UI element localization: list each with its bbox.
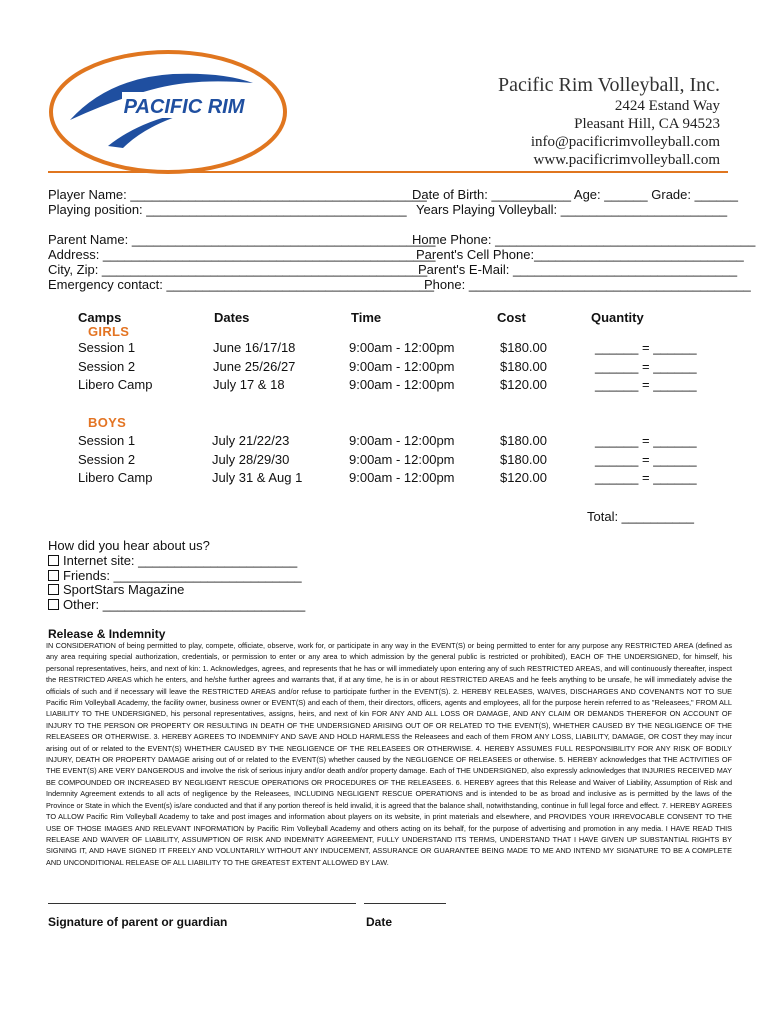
camp-time: 9:00am - 12:00pm: [349, 433, 455, 448]
header-divider: [48, 171, 728, 173]
date-line[interactable]: [364, 903, 446, 904]
camp-dates: July 17 & 18: [213, 377, 285, 392]
hear-about-question: How did you hear about us?: [48, 538, 210, 553]
camp-name: Session 2: [78, 452, 136, 467]
camp-cost: $180.00: [500, 340, 547, 355]
org-address-line2: Pleasant Hill, CA 94523: [574, 116, 720, 132]
camp-time: 9:00am - 12:00pm: [349, 377, 455, 392]
player-name-field[interactable]: Player Name: _________________________________________: [48, 187, 427, 202]
camp-cost: $180.00: [500, 452, 547, 467]
camp-dates: June 25/26/27: [213, 359, 296, 374]
camp-cost: $180.00: [500, 433, 547, 448]
quantity-field[interactable]: ______ = ______: [595, 359, 697, 374]
camp-time: 9:00am - 12:00pm: [349, 452, 455, 467]
quantity-field[interactable]: ______ = ______: [595, 377, 697, 392]
parent-name-field[interactable]: Parent Name: __________________________________________: [48, 232, 436, 247]
camp-dates: July 28/29/30: [212, 452, 290, 467]
option-internet[interactable]: [48, 553, 297, 568]
home-phone-field[interactable]: Home Phone: ____________________________________: [412, 232, 756, 247]
quantity-header: Quantity: [591, 310, 644, 325]
quantity-field[interactable]: ______ = ______: [595, 470, 697, 485]
signature-line[interactable]: [48, 903, 356, 904]
camp-name: Libero Camp: [78, 470, 153, 485]
release-title: Release & Indemnity: [48, 627, 166, 641]
date-label: Date: [366, 915, 393, 929]
quantity-field[interactable]: ______ = ______: [595, 452, 697, 467]
dates-header: Dates: [214, 310, 250, 325]
option-label: SportStars Magazine: [63, 582, 185, 597]
camp-name: Libero Camp: [78, 377, 153, 392]
camp-dates: June 16/17/18: [213, 340, 296, 355]
option-other[interactable]: [48, 597, 305, 612]
quantity-field[interactable]: ______ = ______: [595, 340, 697, 355]
camp-dates: July 31 & Aug 1: [212, 470, 303, 485]
release-body: IN CONSIDERATION of being permitted to play, compete, officiate, observe, work for, or participate in any way in the EVENT(S) or being permitted to enter for any purpose any RESTRICTED AREA (defined as any area requiring special authorization, credentials, or permission to enter or any area to which admission by the general public is restricted or prohibited), EACH OF THE UNDERSIGNED, for himself, his personal representatives, heirs, and next of kin: 1. Acknowledges, agrees, and represents that he has or will immediately upon entering any of such RESTRICTED AREAS, and will continuously thereafter, inspect the RESTRICTED AREAS which he enters, and he/she further agrees and warrants that, if at any time, he is in or about RESTRICTED AREAS and he feels anything to be unsafe, he will immediately advise the officials of such and if necessary will leave the RESTRICTED AREAS and/or refuse to participate further in the EVENT(S). 2. HEREBY RELEASES, WAIVES, DISCHARGES AND COVENANTS NOT TO SUE Pacific Rim Volleyball Academy, the facility owner, business owner or EVENT(S) and each of them, their directors, officers, agents and employees, all for the purpose herein referred to as "Releasees," FROM ALL LIABILITY TO THE UNDERSIGNED, his personal representatives, assigns, heirs, and next of kin FOR ANY AND ALL LOSS OR DAMAGE, AND ANY CLAIM OR DEMANDS THEREFOR ON ACCOUNT OF INJURY TO THE PERSON OR PROPERTY OR RESULTING IN DEATH OF THE UNDERSIGNED ARISING OUT OF OR RELATED TO THE EVENT(S), WHETHER CAUSED BY THE NEGLIGENCE OF THE RELEASEES OR OTHERWISE. 3. HEREBY AGREES TO INDEMNIFY AND SAVE AND HOLD HARMLESS the Releasees and each of them FROM ANY LOSS, LIABILITY, DAMAGE, OR COST they may incur arising out of or related to the EVENT(S) WHETHER CAUSED BY THE NEGLIGENCE OF THE RELEASEES OR OTHERWISE. 4. HEREBY ASSUMES FULL RESPONSIBILITY FOR ANY RISK OF BODILY INJURY, DEATH OR PROPERTY DAMAGE arising out of or related to the EVENT(S) whether caused by the NEGLIGENCE OF RELEASEES or otherwise. 5. HEREBY acknowledges that THE ACTIVITIES OF THE EVENT(S) ARE VERY DANGEROUS and involve the risk of serious injury and/or death and/or property damage. Each of THE UNDERSIGNED, also expressly acknowledges that INJURIES RECEIVED MAY BE COMPOUNDED OR INCREASED BY NEGLIGENT RESCUE OPERATIONS OR PROCEDURES OF THE RELEASEES. 6. HEREBY agrees that this Release and Waiver of Liability, Assumption of Risk and Indemnity Agreement extends to all acts of negligence by the Releasees, INCLUDING NEGLIGENT RESCUE OPERATIONS and is intended to be as broad and inclusive as is permitted by the laws of the Province or State in which the Event(s) is/are conducted and that if any portion thereof is held invalid, it is agreed that the balance shall, notwithstanding, continue in full legal force and effect. 7. HEREBY AGREES TO ALLOW Pacific Rim Volleyball Academy to take and post images and information about players on its website, in print materials and elsewhere, and PROVIDES YOUR IRREVOCABLE CONSENT TO THE USE OF THOSE IMAGES AND RELEVANT INFORMATION by Pacific Rim Volleyball Academy and others acting on its behalf, for the purpose of advertising and promotion in any media. I HAVE READ THIS RELEASE AND WAIVER OF LIABILITY, ASSUMPTION OF RISK AND INDEMNITY AGREEMENT, FULLY UNDERSTAND ITS TERMS, UNDERSTAND THAT I HAVE GIVEN UP SUBSTANTIAL RIGHTS BY SIGNING IT, AND HAVE SIGNED IT FREELY AND VOLUNTARILY WITHOUT ANY INDUCEMENT, ASSURANCE OR GUARANTEE BEING MADE TO ME AND INTEND MY SIGNATURE TO BE A COMPLETE AND UNCONDITIONAL RELEASE OF ALL LIABILITY TO THE GREATEST EXTENT ALLOWED BY LAW.: [46, 641, 732, 867]
camp-time: 9:00am - 12:00pm: [349, 470, 455, 485]
checkbox-icon[interactable]: [48, 584, 59, 595]
option-label: Friends: __________________________: [63, 568, 302, 583]
cell-phone-field[interactable]: Parent's Cell Phone:_____________________________: [416, 247, 744, 262]
svg-text:PACIFIC RIM: PACIFIC RIM: [123, 96, 245, 118]
group-label-boys: BOYS: [88, 415, 127, 430]
camp-name: Session 2: [78, 359, 136, 374]
emergency-contact-field[interactable]: Emergency contact: _____________________________________: [48, 277, 435, 292]
emergency-phone-field[interactable]: Phone: _______________________________________: [424, 277, 751, 292]
time-header: Time: [351, 310, 382, 325]
org-address-line1: 2424 Estand Way: [614, 98, 720, 114]
camp-name: Session 1: [78, 340, 136, 355]
camp-cost: $120.00: [500, 377, 547, 392]
checkbox-icon[interactable]: [48, 599, 59, 610]
pacific-rim-logo: [48, 48, 288, 178]
option-sportstars[interactable]: [48, 582, 184, 597]
years-playing-field[interactable]: Years Playing Volleyball: _______________________: [416, 202, 728, 217]
camp-cost: $180.00: [500, 359, 547, 374]
city-zip-field[interactable]: City, Zip: _____________________________________________: [48, 262, 428, 277]
option-label: Internet site: ______________________: [63, 553, 298, 568]
option-friends[interactable]: [48, 568, 302, 583]
playing-position-field[interactable]: Playing position: ____________________________________: [48, 202, 407, 217]
org-name: Pacific Rim Volleyball, Inc.: [497, 74, 720, 96]
camp-time: 9:00am - 12:00pm: [349, 359, 455, 374]
org-email: info@pacificrimvolleyball.com: [530, 134, 720, 150]
cost-header: Cost: [497, 310, 526, 325]
camp-name: Session 1: [78, 433, 136, 448]
camp-dates: July 21/22/23: [212, 433, 290, 448]
signature-label: Signature of parent or guardian: [48, 915, 228, 929]
checkbox-icon[interactable]: [48, 570, 59, 581]
address-field[interactable]: Address: ______________________________________________: [48, 247, 436, 262]
camp-time: 9:00am - 12:00pm: [349, 340, 455, 355]
camp-cost: $120.00: [500, 470, 547, 485]
email-field[interactable]: Parent's E-Mail: _______________________________: [418, 262, 738, 277]
dob-age-grade-field[interactable]: Date of Birth: ___________ Age: ______ Grade: ______: [412, 187, 738, 202]
camps-header: Camps: [78, 310, 122, 325]
option-label: Other: ____________________________: [63, 597, 306, 612]
group-label-girls: GIRLS: [88, 324, 130, 339]
quantity-field[interactable]: ______ = ______: [595, 433, 697, 448]
org-website: www.pacificrimvolleyball.com: [533, 152, 720, 168]
total-field[interactable]: Total: __________: [587, 509, 694, 524]
checkbox-icon[interactable]: [48, 555, 59, 566]
